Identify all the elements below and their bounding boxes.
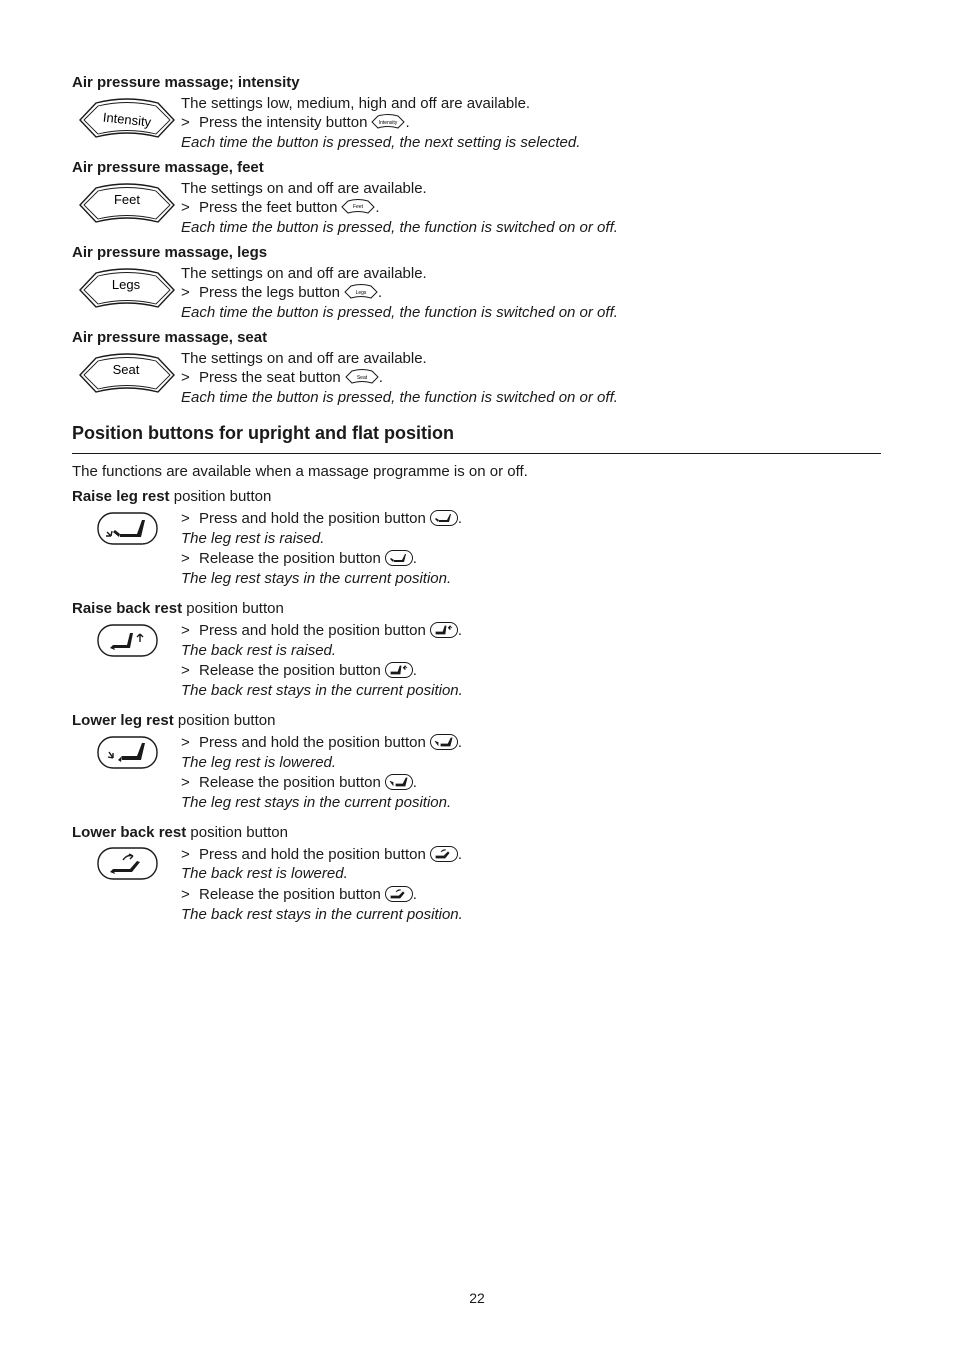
raise-back-rest-step1: > Press and hold the position button . bbox=[181, 622, 462, 639]
legs-mini-icon bbox=[344, 284, 378, 300]
seat-note: Each time the button is pressed, the function is switched on or off. bbox=[181, 389, 618, 406]
section-heading-seat: Air pressure massage, seat bbox=[72, 329, 268, 346]
raise-back-rest-heading: Raise back rest position button bbox=[72, 600, 284, 617]
lower-leg-rest-icon bbox=[97, 736, 159, 770]
raise-leg-rest-heading: Raise leg rest position button bbox=[72, 488, 272, 505]
legs-availability-text: The settings on and off are available. bbox=[181, 265, 427, 282]
raise-back-rest-result2: The back rest stays in the current position. bbox=[181, 682, 463, 699]
bullet-marker: > bbox=[181, 114, 190, 131]
raise-back-rest-mini-icon bbox=[385, 662, 413, 678]
intensity-availability-text: The settings low, medium, high and off are available. bbox=[181, 95, 531, 112]
intensity-instruction-text: Press the intensity button bbox=[199, 114, 368, 131]
feet-button-icon bbox=[78, 183, 176, 227]
lower-leg-rest-result2: The leg rest stays in the current position. bbox=[181, 794, 452, 811]
raise-back-rest-result1: The back rest is raised. bbox=[181, 642, 337, 659]
raise-leg-rest-mini-icon bbox=[430, 510, 458, 526]
legs-instruction: > Press the legs button Legs . bbox=[181, 284, 383, 301]
raise-leg-rest-icon bbox=[97, 512, 159, 546]
section-heading-feet: Air pressure massage, feet bbox=[72, 159, 264, 176]
legs-button-icon bbox=[78, 268, 176, 312]
seat-instruction: > Press the seat button Seat . bbox=[181, 369, 383, 386]
intensity-note: Each time the button is pressed, the next setting is selected. bbox=[181, 134, 581, 151]
lower-back-rest-step1: > Press and hold the position button . bbox=[181, 846, 462, 863]
section-divider bbox=[72, 453, 881, 454]
lower-leg-rest-mini-icon bbox=[385, 774, 413, 790]
legs-note: Each time the button is pressed, the function is switched on or off. bbox=[181, 304, 618, 321]
lower-back-rest-mini-icon bbox=[430, 846, 458, 862]
svg-text:Legs: Legs bbox=[355, 290, 367, 296]
lower-back-rest-icon bbox=[97, 847, 159, 881]
raise-leg-rest-mini-icon bbox=[385, 550, 413, 566]
feet-instruction: > Press the feet button Feet . bbox=[181, 199, 380, 216]
bullet-marker: > bbox=[181, 369, 190, 386]
lower-back-rest-heading: Lower back rest position button bbox=[72, 824, 288, 841]
bullet-marker: > bbox=[181, 284, 190, 301]
intensity-mini-icon bbox=[371, 114, 405, 130]
raise-leg-rest-result2: The leg rest stays in the current position. bbox=[181, 570, 452, 587]
raise-back-rest-icon bbox=[97, 624, 159, 658]
lower-leg-rest-heading: Lower leg rest position button bbox=[72, 712, 276, 729]
raise-back-rest-step2: > Release the position button . bbox=[181, 662, 417, 679]
feet-availability-text: The settings on and off are available. bbox=[181, 180, 427, 197]
bullet-marker: > bbox=[181, 199, 190, 216]
lower-back-rest-result1: The back rest is lowered. bbox=[181, 865, 348, 882]
lower-leg-rest-step1: > Press and hold the position button . bbox=[181, 734, 462, 751]
feet-note: Each time the button is pressed, the function is switched on or off. bbox=[181, 219, 618, 236]
section-title: Position buttons for upright and flat position bbox=[72, 423, 454, 443]
raise-leg-rest-result1: The leg rest is raised. bbox=[181, 530, 325, 547]
lower-leg-rest-step2: > Release the position button . bbox=[181, 774, 417, 791]
svg-text:Intensity: Intensity bbox=[379, 120, 398, 126]
svg-text:Seat: Seat bbox=[356, 375, 367, 381]
seat-mini-icon bbox=[345, 369, 379, 385]
svg-text:Feet: Feet bbox=[353, 204, 364, 210]
feet-mini-icon bbox=[341, 199, 375, 215]
section-intro: The functions are available when a massage programme is on or off. bbox=[72, 463, 528, 480]
raise-leg-rest-step1: > Press and hold the position button . bbox=[181, 510, 462, 527]
lower-leg-rest-mini-icon bbox=[430, 734, 458, 750]
page-number: 22 bbox=[469, 1290, 485, 1306]
seat-availability-text: The settings on and off are available. bbox=[181, 350, 427, 367]
legs-button-label: Legs bbox=[111, 277, 141, 292]
seat-button-icon bbox=[78, 353, 176, 397]
raise-leg-rest-step2: > Release the position button . bbox=[181, 550, 417, 567]
intensity-button-label: Intensity bbox=[102, 109, 152, 130]
intensity-button-icon bbox=[78, 98, 176, 142]
lower-back-rest-mini-icon bbox=[385, 886, 413, 902]
raise-back-rest-mini-icon bbox=[430, 622, 458, 638]
legs-instruction-text: Press the legs button bbox=[199, 284, 340, 301]
section-heading-intensity: Air pressure massage; intensity bbox=[72, 74, 300, 91]
feet-button-label: Feet bbox=[113, 192, 141, 207]
lower-leg-rest-result1: The leg rest is lowered. bbox=[181, 754, 337, 771]
lower-back-rest-step2: > Release the position button . bbox=[181, 886, 417, 903]
feet-instruction-text: Press the feet button bbox=[199, 199, 338, 216]
lower-back-rest-result2: The back rest stays in the current position. bbox=[181, 906, 463, 923]
seat-button-label: Seat bbox=[112, 362, 140, 377]
section-heading-legs: Air pressure massage, legs bbox=[72, 244, 268, 261]
seat-instruction-text: Press the seat button bbox=[199, 369, 341, 386]
intensity-instruction: > Press the intensity button Intensity . bbox=[181, 114, 410, 131]
